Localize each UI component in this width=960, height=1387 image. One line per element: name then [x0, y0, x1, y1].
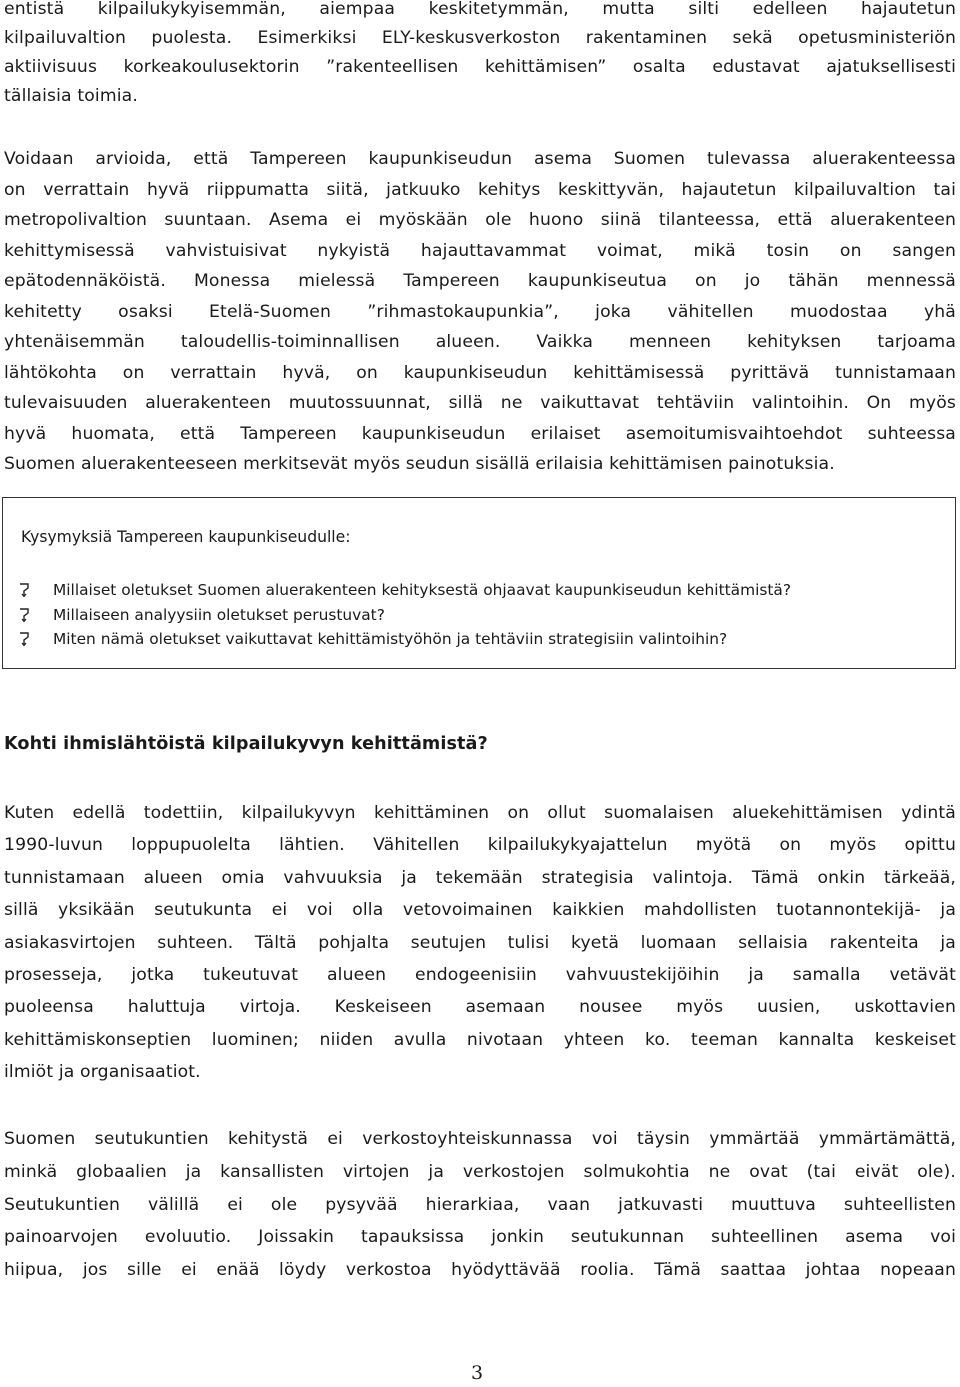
paragraph-line: kehittymisessä vahvistuisivat nykyistä hajauttavammat voimat, mikä tosin on sangen: [4, 240, 956, 261]
paragraph-line: yhtenäisemmän taloudellis-toiminnallisen alueen. Vaikka menneen kehityksen tarjoama: [4, 332, 956, 352]
paragraph-line: tunnistamaan alueen omia vahvuuksia ja tekemään strategisia valintoja. Tämä onkin tärkeää,: [4, 867, 956, 888]
question-item: [19, 627, 791, 652]
paragraph-line: asiakasvirtojen suhteen. Tältä pohjalta seutujen tulisi kyetä luomaan sellaisia rakenteita ja: [4, 932, 956, 953]
intro-paragraph: [4, 0, 956, 111]
paragraph-line: entistä kilpailukykyisemmän, aiempaa keskitetymmän, mutta silti edelleen hajautetun: [4, 0, 956, 19]
question-box: [2, 497, 956, 669]
question-text: Millaiset oletukset Suomen aluerakenteen kehityksestä ohjaavat kaupunkiseudun kehittämistä?: [53, 581, 791, 599]
paragraph-line: prosesseja, jotka tukeutuvat alueen endogeenisiin vahvuustekijöihin ja samalla vetävät: [4, 964, 956, 985]
paragraph-line: Kuten edellä todettiin, kilpailukyvyn kehittäminen on ollut suomalaisen aluekehittämisen ydintä: [4, 803, 956, 823]
check-square-icon: [19, 631, 29, 647]
paragraph-line: hyvä huomata, että Tampereen kaupunkiseudun erilaiset asemoitumisvaihtoehdot suhteessa: [4, 423, 956, 444]
paragraph-line: aktiivisuus korkeakoulusektorin ”rakenteellisen kehittämisen” osalta edustavat ajatuksellisesti: [4, 57, 956, 77]
paragraph-line: Suomen seutukuntien kehitystä ei verkostoyhteiskunnassa voi täysin ymmärtää ymmärtämättä,: [4, 1129, 956, 1149]
paragraph-line: Seutukuntien välillä ei ole pysyvää hierarkiaa, vaan jatkuvasti muuttuva suhteellisten: [4, 1194, 956, 1215]
paragraph-line: tällaisia toimia.: [4, 86, 138, 106]
paragraph-line: hiipua, jos sille ei enää löydy verkostoa hyödyttävää roolia. Tämä saattaa johtaa nopeaan: [4, 1260, 956, 1281]
check-square-icon: [19, 607, 29, 623]
paragraph-line: lähtökohta on verrattain hyvä, on kaupunkiseudun kehittämisessä pyrittävä tunnistamaan: [4, 362, 956, 383]
page-number: 3: [471, 1362, 484, 1384]
paragraph-line: Voidaan arvioida, että Tampereen kaupunkiseudun asema Suomen tulevassa aluerakenteessa: [4, 149, 956, 169]
question-box-title: Kysymyksiä Tampereen kaupunkiseudulle:: [21, 528, 351, 546]
check-square-icon: [19, 582, 29, 598]
suomen-paragraph: [4, 1123, 956, 1287]
paragraph-line: kilpailuvaltion puolesta. Esimerkiksi ELY-keskusverkoston rakentaminen sekä opetusministeriön: [4, 28, 956, 48]
paragraph-line: kehittämiskonseptien luominen; niiden avulla nivotaan yhteen ko. teeman kannalta keskeiset: [4, 1029, 956, 1050]
question-text: Miten nämä oletukset vaikuttavat kehittämistyöhön ja tehtäviin strategisiin valintoihin?: [53, 630, 728, 648]
question-text: Millaiseen analyysiin oletukset perustuvat?: [53, 605, 385, 624]
tampere-paragraph: [4, 144, 956, 480]
paragraph-line: on verrattain hyvä riippumatta siitä, jatkuuko kehitys keskittyvän, hajautetun kilpailuvaltion tai: [4, 179, 956, 200]
kuten-paragraph: [4, 797, 956, 1089]
section-heading: Kohti ihmislähtöistä kilpailukyvyn kehittämistä?: [4, 734, 488, 754]
question-item: [19, 578, 791, 603]
paragraph-line: ilmiöt ja organisaatiot.: [4, 1062, 201, 1083]
paragraph-line: puoleensa haluttuja virtoja. Keskeiseen asemaan nousee myös uusien, uskottavien: [4, 997, 956, 1018]
paragraph-line: epätodennäköistä. Monessa mielessä Tampereen kaupunkiseutua on jo tähän mennessä: [4, 271, 956, 291]
paragraph-line: minkä globaalien ja kansallisten virtojen ja verkostojen solmukohtia ne ovat (tai eivät ole).: [4, 1161, 956, 1182]
paragraph-line: 1990-luvun loppupuolelta lähtien. Vähitellen kilpailukykyajattelun myötä on myös opittu: [4, 835, 956, 856]
paragraph-line: kehitetty osaksi Etelä-Suomen ”rihmastokaupunkia”, joka vähitellen muodostaa yhä: [4, 301, 956, 322]
paragraph-line: painoarvojen evoluutio. Joissakin tapauksissa jonkin seutukunnan suhteellinen asema voi: [4, 1227, 956, 1248]
paragraph-line: sillä yksikään seutukunta ei voi olla vetovoimainen kaikkien mahdollisten tuotannontekijä- ja: [4, 900, 956, 921]
paragraph-line: Suomen aluerakenteeseen merkitsevät myös seudun sisällä erilaisia kehittämisen painotuksia.: [4, 454, 835, 474]
paragraph-line: tulevaisuuden aluerakenteen muutossuunnat, sillä ne vaikuttavat tehtäviin valintoihin. On myös: [4, 393, 956, 413]
question-list: [19, 578, 791, 652]
paragraph-line: metropolivaltion suuntaan. Asema ei myöskään ole huono siinä tilanteessa, että aluerakenteen: [4, 210, 956, 230]
question-item: [19, 603, 791, 628]
